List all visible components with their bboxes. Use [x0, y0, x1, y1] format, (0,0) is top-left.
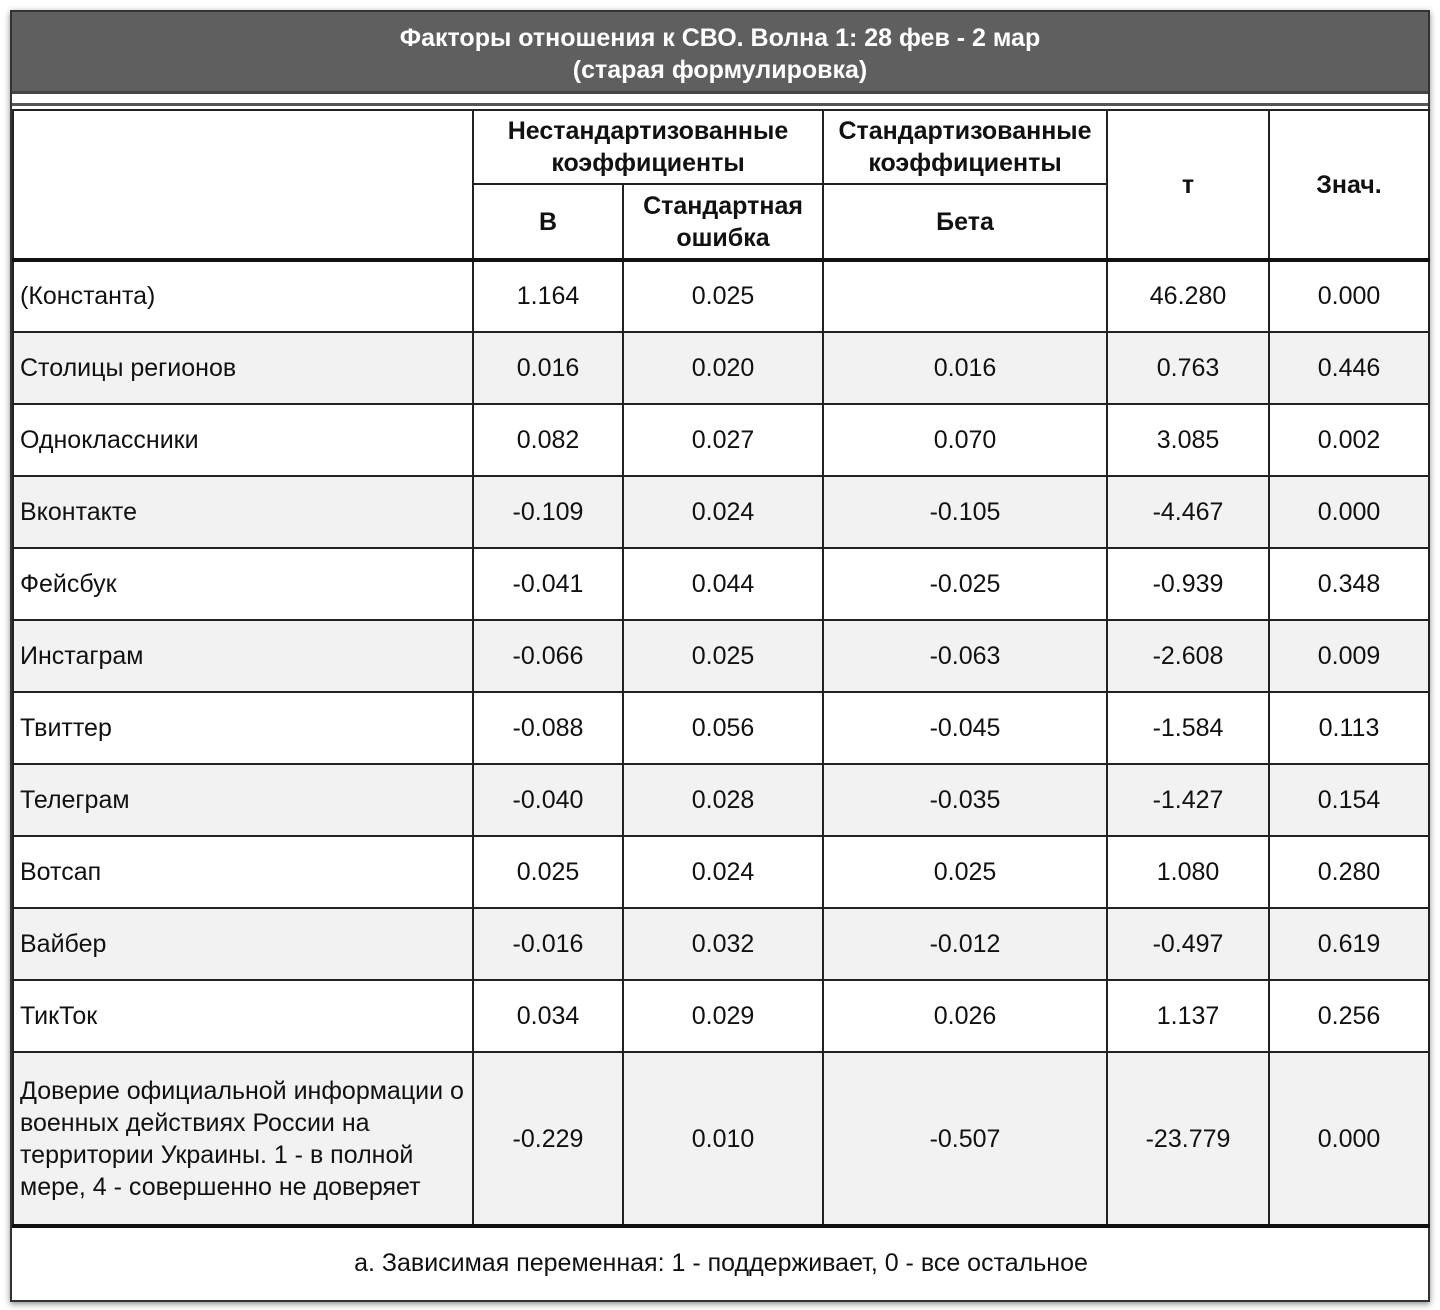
cell-beta	[823, 260, 1107, 332]
table-title-line2: (старая формулировка)	[572, 56, 868, 84]
table-frame	[10, 10, 1430, 1302]
cell-b: -0.040	[473, 764, 623, 836]
cell-sig: 0.000	[1269, 1052, 1429, 1226]
cell-t: -2.608	[1107, 620, 1269, 692]
header-standardized: Стандартизованные коэффициенты	[823, 110, 1107, 184]
cell-beta: 0.070	[823, 404, 1107, 476]
header-sig: Знач.	[1269, 110, 1429, 260]
cell-beta: -0.063	[823, 620, 1107, 692]
cell-beta: 0.016	[823, 332, 1107, 404]
cell-t: 3.085	[1107, 404, 1269, 476]
cell-std-error: 0.020	[623, 332, 823, 404]
cell-t: -1.427	[1107, 764, 1269, 836]
cell-sig: 0.619	[1269, 908, 1429, 980]
header-t: т	[1107, 110, 1269, 260]
cell-b: 0.025	[473, 836, 623, 908]
cell-sig: 0.000	[1269, 260, 1429, 332]
row-label: Одноклассники	[13, 404, 473, 476]
cell-beta: -0.105	[823, 476, 1107, 548]
cell-std-error: 0.024	[623, 476, 823, 548]
cell-std-error: 0.024	[623, 836, 823, 908]
cell-t: 46.280	[1107, 260, 1269, 332]
row-label: Столицы регионов	[13, 332, 473, 404]
cell-t: -23.779	[1107, 1052, 1269, 1226]
table-row	[13, 764, 1429, 836]
table-row	[13, 692, 1429, 764]
cell-std-error: 0.028	[623, 764, 823, 836]
cell-beta: -0.045	[823, 692, 1107, 764]
cell-sig: 0.256	[1269, 980, 1429, 1052]
cell-b: -0.088	[473, 692, 623, 764]
cell-beta: -0.507	[823, 1052, 1107, 1226]
cell-t: -1.584	[1107, 692, 1269, 764]
cell-std-error: 0.025	[623, 260, 823, 332]
cell-t: -0.497	[1107, 908, 1269, 980]
cell-std-error: 0.056	[623, 692, 823, 764]
row-label: (Константа)	[13, 260, 473, 332]
cell-sig: 0.446	[1269, 332, 1429, 404]
cell-b: 0.034	[473, 980, 623, 1052]
cell-beta: -0.025	[823, 548, 1107, 620]
header-b: B	[473, 184, 623, 260]
cell-sig: 0.280	[1269, 836, 1429, 908]
row-label: Вайбер	[13, 908, 473, 980]
cell-b: 0.082	[473, 404, 623, 476]
table-row	[13, 332, 1429, 404]
cell-beta: 0.025	[823, 836, 1107, 908]
table-title	[12, 12, 1428, 94]
row-label: Вотсап	[13, 836, 473, 908]
cell-std-error: 0.010	[623, 1052, 823, 1226]
cell-std-error: 0.027	[623, 404, 823, 476]
row-label: ТикТок	[13, 980, 473, 1052]
cell-beta: 0.026	[823, 980, 1107, 1052]
row-label: Твиттер	[13, 692, 473, 764]
cell-beta: -0.035	[823, 764, 1107, 836]
cell-b: 0.016	[473, 332, 623, 404]
row-label: Доверие официальной информации о военных действиях России на территории Украины. 1 - в полной мере, 4 - совершенно не доверяет	[13, 1052, 473, 1226]
table-row	[13, 260, 1429, 332]
cell-sig: 0.000	[1269, 476, 1429, 548]
row-label: Вконтакте	[13, 476, 473, 548]
cell-std-error: 0.044	[623, 548, 823, 620]
cell-sig: 0.009	[1269, 620, 1429, 692]
cell-sig: 0.002	[1269, 404, 1429, 476]
row-label: Инстаграм	[13, 620, 473, 692]
cell-t: 1.137	[1107, 980, 1269, 1052]
cell-std-error: 0.032	[623, 908, 823, 980]
cell-sig: 0.154	[1269, 764, 1429, 836]
table-row	[13, 476, 1429, 548]
cell-b: -0.109	[473, 476, 623, 548]
cell-b: -0.041	[473, 548, 623, 620]
table-row	[13, 908, 1429, 980]
cell-b: -0.016	[473, 908, 623, 980]
cell-t: -0.939	[1107, 548, 1269, 620]
cell-std-error: 0.025	[623, 620, 823, 692]
cell-beta: -0.012	[823, 908, 1107, 980]
row-label: Фейсбук	[13, 548, 473, 620]
cell-sig: 0.348	[1269, 548, 1429, 620]
title-separator	[12, 94, 1428, 106]
regression-table	[12, 109, 1430, 1298]
table-body	[13, 260, 1429, 1226]
table-title-line1: Факторы отношения к СВО. Волна 1: 28 фев - 2 мар	[399, 24, 1041, 52]
table-row	[13, 548, 1429, 620]
header-unstandardized: Нестандартизованные коэффициенты	[473, 110, 823, 184]
header-empty-corner	[13, 110, 473, 260]
table-row	[13, 1052, 1429, 1226]
cell-b: -0.066	[473, 620, 623, 692]
cell-std-error: 0.029	[623, 980, 823, 1052]
header-beta: Бета	[823, 184, 1107, 260]
cell-t: 1.080	[1107, 836, 1269, 908]
row-label: Телеграм	[13, 764, 473, 836]
table-row	[13, 836, 1429, 908]
table-row	[13, 404, 1429, 476]
table-row	[13, 980, 1429, 1052]
table-footnote: a. Зависимая переменная: 1 - поддерживает, 0 - все остальное	[13, 1226, 1429, 1298]
table-row	[13, 620, 1429, 692]
header-std-error: Стандартная ошибка	[623, 184, 823, 260]
cell-t: 0.763	[1107, 332, 1269, 404]
cell-sig: 0.113	[1269, 692, 1429, 764]
cell-b: 1.164	[473, 260, 623, 332]
cell-t: -4.467	[1107, 476, 1269, 548]
cell-b: -0.229	[473, 1052, 623, 1226]
